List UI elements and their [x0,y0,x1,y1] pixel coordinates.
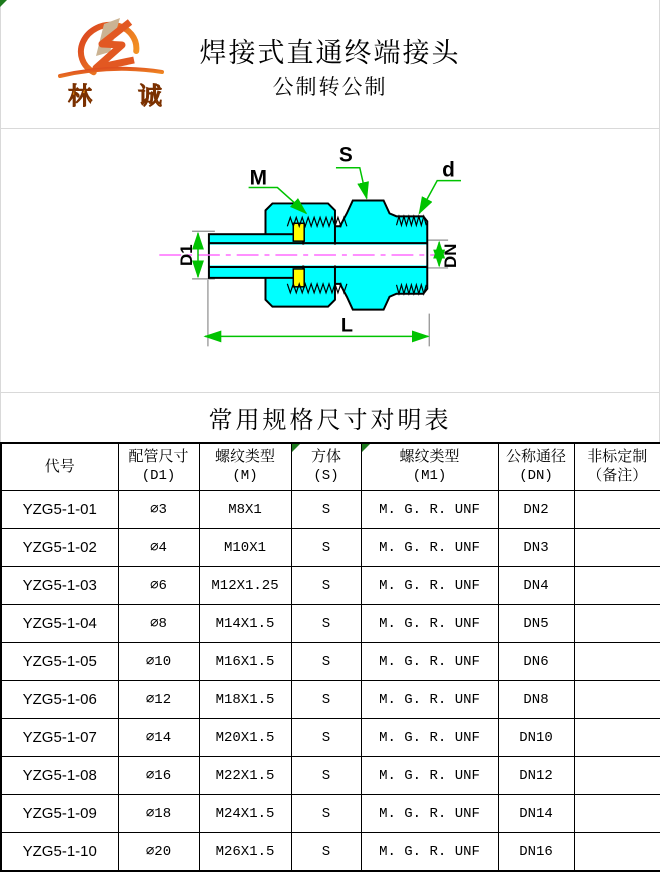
cell-thread-type-m1: M. G. R. UNF [361,643,498,681]
col-header-thread-type-m1: 螺纹类型 (M1) [361,443,498,491]
cell-thread-type-m: M16X1.5 [199,643,291,681]
header-row [1,443,660,491]
cell-flag-icon [362,444,370,452]
table-row [1,643,660,681]
table-row [1,529,660,567]
cell-thread-type-m1: M. G. R. UNF [361,833,498,872]
col-header-pipe-size: 配管尺寸 (D1) [118,443,199,491]
sheet-corner-flag-icon [0,0,7,7]
cell-custom-note [574,567,660,605]
header [0,0,660,128]
col-header-custom-note: 非标定制 （备注） [574,443,660,491]
cell-thread-type-m: M22X1.5 [199,757,291,795]
spec-table-title: 常用规格尺寸对明表 [208,408,452,434]
cell-thread-type-m: M18X1.5 [199,681,291,719]
table-row [1,795,660,833]
col-header-square: 方体 (S) [291,443,361,491]
cell-square: S [291,605,361,643]
cell-custom-note [574,605,660,643]
cell-pipe-size: ∅10 [118,643,199,681]
cell-square: S [291,681,361,719]
cell-thread-type-m: M24X1.5 [199,795,291,833]
cell-pipe-size: ∅3 [118,491,199,529]
table-row [1,567,660,605]
cell-custom-note [574,757,660,795]
col-header-thread-type-m: 螺纹类型 (M) [199,443,291,491]
cell-thread-type-m1: M. G. R. UNF [361,719,498,757]
cell-thread-type-m1: M. G. R. UNF [361,567,498,605]
cell-flag-icon [292,444,300,452]
cell-pipe-size: ∅14 [118,719,199,757]
cell-dn: DN4 [498,567,574,605]
cell-custom-note [574,719,660,757]
cell-square: S [291,719,361,757]
cell-thread-type-m1: M. G. R. UNF [361,491,498,529]
cell-code: YZG5-1-06 [1,681,118,719]
cell-thread-type-m: M20X1.5 [199,719,291,757]
table-row [1,719,660,757]
cell-thread-type-m: M8X1 [199,491,291,529]
cell-dn: DN12 [498,757,574,795]
table-row [1,491,660,529]
table-row [1,681,660,719]
cell-code: YZG5-1-04 [1,605,118,643]
cell-thread-type-m1: M. G. R. UNF [361,605,498,643]
spec-table-body [1,491,660,872]
table-row [1,757,660,795]
cell-square: S [291,833,361,872]
label-l: L [340,314,354,337]
cell-custom-note [574,681,660,719]
cell-square: S [291,529,361,567]
cell-square: S [291,795,361,833]
cell-code: YZG5-1-07 [1,719,118,757]
cell-pipe-size: ∅8 [118,605,199,643]
label-d1: D1 [177,244,197,266]
label-d: d [442,158,455,182]
table-row [1,833,660,872]
cell-thread-type-m1: M. G. R. UNF [361,681,498,719]
cell-dn: DN8 [498,681,574,719]
label-s: S [338,143,353,167]
cell-custom-note [574,833,660,872]
cell-dn: DN5 [498,605,574,643]
col-header-code: 代号 [1,443,118,491]
cell-custom-note [574,795,660,833]
cell-pipe-size: ∅20 [118,833,199,872]
cell-code: YZG5-1-10 [1,833,118,872]
spec-table [0,442,660,872]
cell-dn: DN6 [498,643,574,681]
label-dn: DN [441,243,461,268]
document-title: 焊接式直通终端接头 [199,38,461,68]
cell-pipe-size: ∅12 [118,681,199,719]
cell-code: YZG5-1-05 [1,643,118,681]
document-subtitle: 公制转公制 [272,75,388,99]
cell-custom-note [574,529,660,567]
logo-char-left: 林 [68,84,92,110]
spec-table-title-band [0,393,660,442]
cell-code: YZG5-1-01 [1,491,118,529]
cell-custom-note [574,491,660,529]
cell-thread-type-m: M14X1.5 [199,605,291,643]
cell-square: S [291,567,361,605]
cell-square: S [291,491,361,529]
cell-pipe-size: ∅4 [118,529,199,567]
cell-code: YZG5-1-02 [1,529,118,567]
cell-pipe-size: ∅6 [118,567,199,605]
cell-dn: DN14 [498,795,574,833]
logo-char-right: 诚 [138,84,162,110]
cell-dn: DN16 [498,833,574,872]
cell-thread-type-m: M12X1.25 [199,567,291,605]
label-m: M [249,166,267,190]
cell-thread-type-m1: M. G. R. UNF [361,529,498,567]
cell-thread-type-m: M10X1 [199,529,291,567]
fitting-cross-section-drawing [1,129,659,392]
cell-square: S [291,643,361,681]
technical-drawing-section [0,128,660,393]
cell-thread-type-m: M26X1.5 [199,833,291,872]
cell-dn: DN2 [498,491,574,529]
cell-dn: DN3 [498,529,574,567]
table-row [1,605,660,643]
cell-custom-note [574,643,660,681]
cell-square: S [291,757,361,795]
cell-thread-type-m1: M. G. R. UNF [361,795,498,833]
cell-thread-type-m1: M. G. R. UNF [361,757,498,795]
cell-dn: DN10 [498,719,574,757]
cell-code: YZG5-1-08 [1,757,118,795]
col-header-dn: 公称通径 (DN) [498,443,574,491]
title-block [1,0,659,128]
cell-code: YZG5-1-03 [1,567,118,605]
cell-pipe-size: ∅16 [118,757,199,795]
cell-pipe-size: ∅18 [118,795,199,833]
cell-code: YZG5-1-09 [1,795,118,833]
